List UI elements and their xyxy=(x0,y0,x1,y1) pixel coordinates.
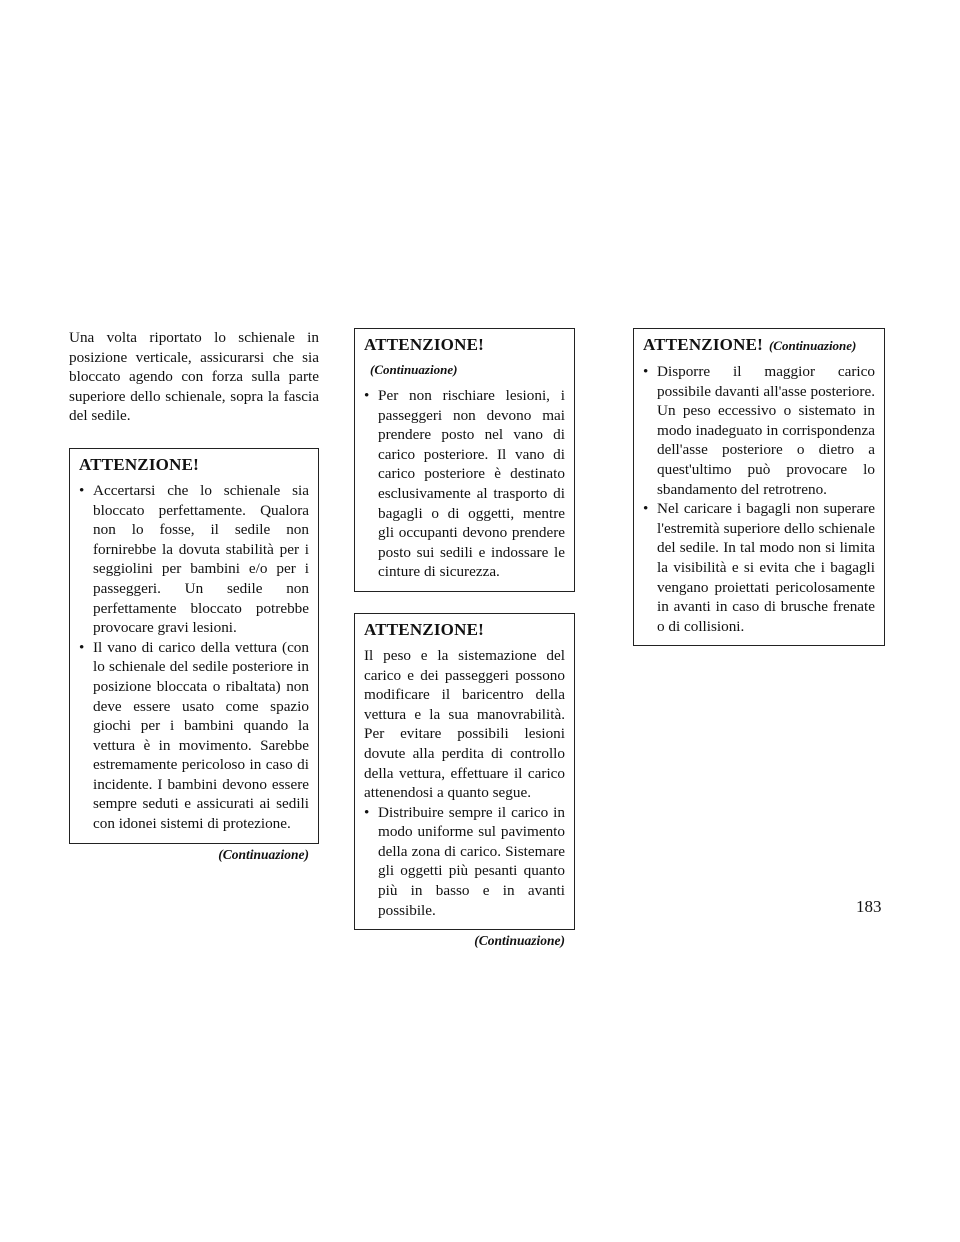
list-item: • Disporre il maggior carico possibile davanti all'asse posteriore. Un peso eccessivo o sistemato in modo inadeguato in corrispondenza dell'asse posteriore o dietro a quest'ultimo può provocare lo sbandamento del retrotreno. xyxy=(643,363,875,498)
list-item: • Distribuire sempre il carico in modo uniforme sul pavimento della zona di carico. Sistemare gli oggetti più pesanti quanto più in basso e in avanti possibile. xyxy=(364,803,565,919)
list-item: • Per non rischiare lesioni, i passeggeri non devono mai prendere posto nel vano di carico posteriore. Il vano di carico posteriore è destinato esclusivamente al trasporto di bagagli o di oggetti, mentre gli occupanti devono prendere posto sui sedili e indossare le cinture di sicurezza. xyxy=(364,387,565,581)
warning-subtitle: (Continuazione) xyxy=(370,362,458,377)
list-item: • Il vano di carico della vettura (con lo schienale del sedile posteriore in posizione bloccata o ribaltata) non deve essere usato come spazio giochi per i bambini quando la vettura è in movimento. Sarebbe estremamente pericoloso in caso di incidente. I bambini devono essere sempre seduti e assicurati ai sedili con idonei sistemi di protezione. xyxy=(79,638,309,833)
continued-label: (Continuazione) xyxy=(474,933,565,949)
continued-label: (Continuazione) xyxy=(218,846,309,862)
column-left xyxy=(69,328,319,863)
column-right xyxy=(633,328,885,646)
column-middle xyxy=(354,328,575,949)
warning-title: ATTENZIONE! xyxy=(364,619,484,639)
warning-title: ATTENZIONE!(Continuazione) xyxy=(364,335,484,377)
warning-box-2 xyxy=(354,328,575,592)
warning-box-1 xyxy=(69,448,319,844)
list-item: • Nel caricare i bagagli non superare l'estremità superiore dello schienale del sedile. In tal modo non si limita la visibilità e si evita che i bagagli vengano proiettati pericolosamente in avanti in caso di brusche frenate o di collisioni. xyxy=(643,500,875,635)
warning-title: ATTENZIONE! (Continuazione) xyxy=(643,335,857,354)
intro-paragraph: Una volta riportato lo schienale in posizione verticale, assicurarsi che sia bloccato agendo con forza sulla parte superiore dello schienale, sopra la fascia del sedile. xyxy=(69,329,319,425)
warning-subtitle: (Continuazione) xyxy=(768,338,857,353)
warning-list xyxy=(364,803,565,921)
warning-list xyxy=(364,386,565,582)
page-number: 183 xyxy=(856,897,882,916)
warning-title: ATTENZIONE! xyxy=(79,454,199,474)
warning-text: Il peso e la sistemazione del carico e dei passeggeri possono modificare il baricentro della vettura e la sua manovrabilità. Per evitare possibili lesioni dovute alla perdita di controllo della vettura, effettuare il carico attenendosi a quanto segue. xyxy=(364,646,565,802)
warning-box-4 xyxy=(633,328,885,646)
warning-list xyxy=(643,362,875,636)
warning-list xyxy=(79,481,309,834)
warning-box-3 xyxy=(354,613,575,930)
list-item: • Accertarsi che lo schienale sia bloccato perfettamente. Qualora non lo fosse, il sedile non fornirebbe la dovuta stabilità per i seggiolini per bambini e/o per i passeggeri. Un sedile non perfettamente bloccato potrebbe provocare gravi lesioni. xyxy=(79,481,309,637)
